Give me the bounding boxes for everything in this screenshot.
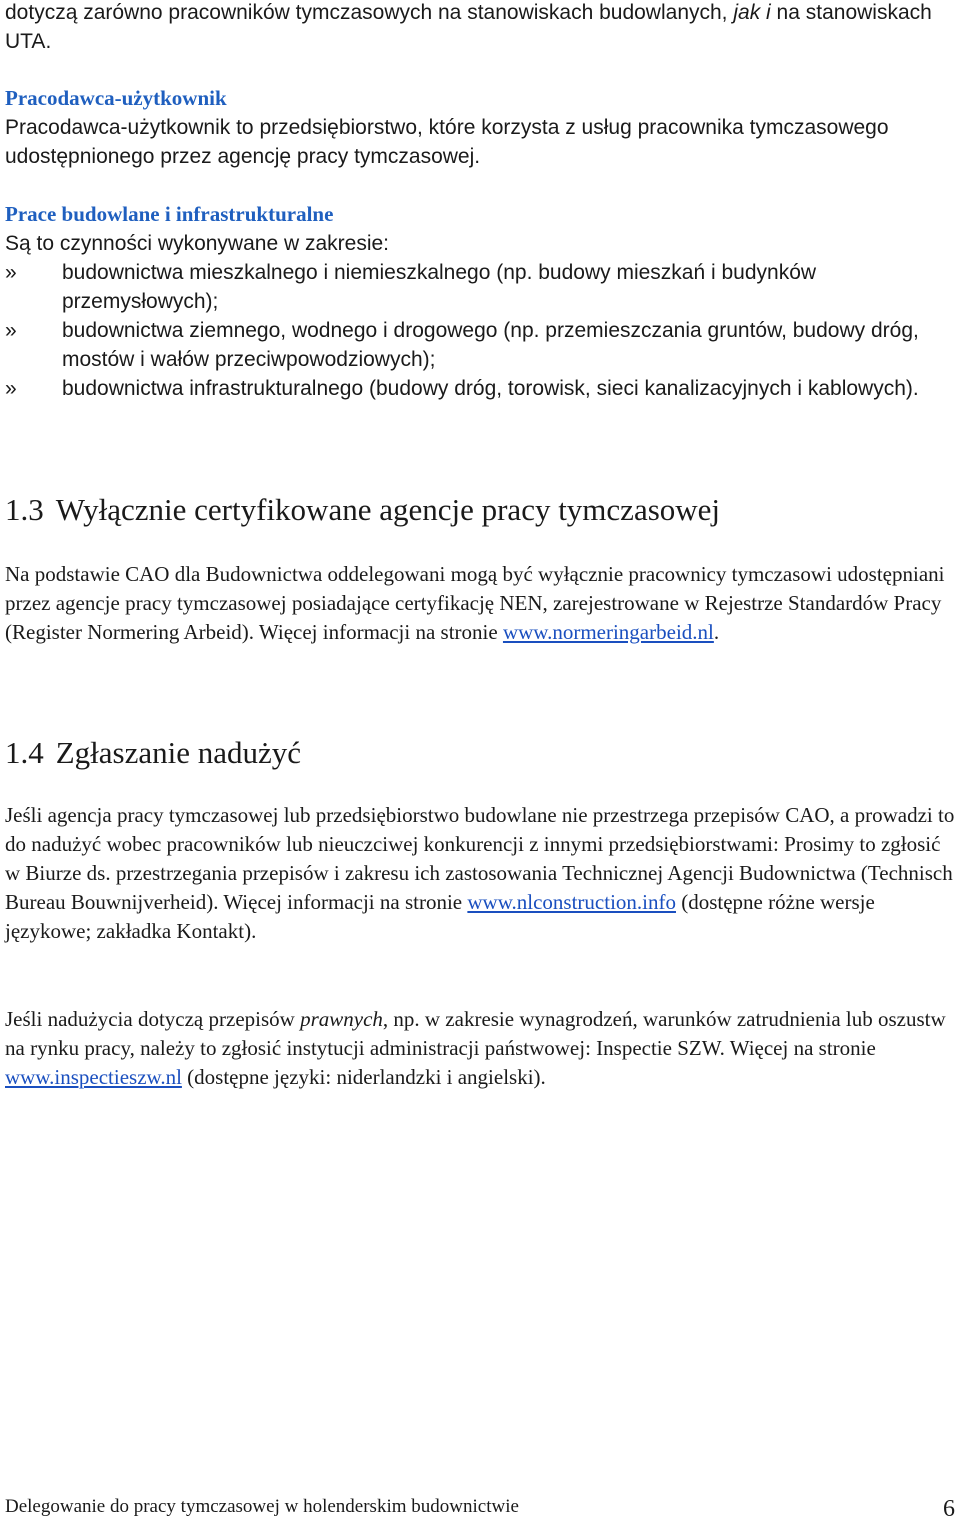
- paragraph-italic: prawnych: [300, 1007, 383, 1031]
- page-footer: [5, 1495, 955, 1522]
- term-construction-works: [5, 200, 955, 403]
- intro-paragraph: [5, 0, 955, 56]
- section-1-4-body: [5, 801, 955, 946]
- list-item-text: budownictwa mieszkalnego i niemieszkalnego (np. budowy mieszkań i budynków przemysłowych);: [62, 261, 817, 313]
- section-heading-1-4: [5, 735, 301, 771]
- inspectieszw-link[interactable]: www.inspectieszw.nl: [5, 1065, 182, 1089]
- bullet-mark: »: [5, 261, 17, 284]
- section-heading-1-3: [5, 492, 720, 528]
- section-1-4-paragraph-1: [5, 801, 955, 946]
- paragraph-text: Na podstawie CAO dla Budownictwa oddelegowani mogą być wyłącznie pracownicy tymczasowi udostępniani przez agencje pracy tymczasowej posiadające certyfikację NEN, zarejestrowane w Rejestrze Standardów Pracy (Register Normering Arbeid). Więcej informacji na stronie: [5, 562, 945, 644]
- intro-italic: jak i: [733, 1, 771, 24]
- term-title: Prace budowlane i infrastrukturalne: [5, 202, 334, 226]
- section-title: Wyłącznie certyfikowane agencje pracy tymczasowej: [55, 492, 721, 527]
- normeringarbeid-link[interactable]: www.normeringarbeid.nl: [502, 620, 714, 644]
- section-1-4-body-2: [5, 1005, 955, 1092]
- term-employer-user: [5, 84, 955, 171]
- term-definition: Są to czynności wykonywane w zakresie:: [5, 232, 389, 255]
- section-title: Zgłaszanie nadużyć: [55, 735, 302, 770]
- bullet-mark: »: [5, 319, 17, 342]
- paragraph-text: Jeśli nadużycia dotyczą przepisów: [5, 1007, 301, 1031]
- section-1-4-paragraph-2: [5, 1005, 955, 1092]
- intro-text: dotyczą zarówno pracowników tymczasowych na stanowiskach budowlanych,: [5, 1, 734, 24]
- paragraph-text-mid: , np. w zakresie wynagrodzeń, warunków zatrudnienia lub oszustw na rynku pracy, należy to zgłosić instytucji administracji państwowej: Inspectie SZW. Więcej na stronie: [5, 1007, 946, 1060]
- paragraph-text-end: .: [713, 620, 720, 644]
- page-number: 6: [943, 1496, 955, 1522]
- list-item: [5, 316, 955, 374]
- section-1-3-body: [5, 560, 955, 647]
- nlconstruction-link[interactable]: www.nlconstruction.info: [467, 890, 676, 914]
- term-title: Pracodawca-użytkownik: [5, 86, 227, 110]
- section-1-3-paragraph: [5, 560, 955, 647]
- term-definition: Pracodawca-użytkownik to przedsiębiorstwo, które korzysta z usług pracownika tymczasowego udostępnionego przez agencję pracy tymczasowej.: [5, 116, 889, 168]
- section-number: 1.3: [5, 492, 44, 527]
- footer-title: Delegowanie do pracy tymczasowej w holenderskim budownictwie: [5, 1496, 519, 1517]
- paragraph-text: Jeśli agencja pracy tymczasowej lub przedsiębiorstwo budowlane nie przestrzega przepisów CAO, a prowadzi to do nadużyć wobec pracowników lub nieuczciwej konkurencji z innymi przedsiębiorstwami: Prosimy to zgłosić w Biurze ds. przestrzegania przepisów i zakresu ich zastosowania Technicznej Agencji Budownictwa (Technisch Bureau Bouwnijverheid). Więcej informacji na stronie: [5, 803, 955, 914]
- bullet-list: [5, 258, 955, 403]
- paragraph-text-end: (dostępne języki: niderlandzki i angielski).: [181, 1065, 546, 1089]
- section-number: 1.4: [5, 735, 44, 770]
- list-item-text: budownictwa infrastrukturalnego (budowy dróg, torowisk, sieci kanalizacyjnych i kablowych).: [62, 377, 919, 400]
- paragraph-text-end: (dostępne różne wersje językowe; zakładka Kontakt).: [5, 890, 875, 943]
- intro-text-end: na stanowiskach UTA.: [5, 1, 932, 53]
- list-item-text: budownictwa ziemnego, wodnego i drogowego (np. przemieszczania gruntów, budowy dróg, mostów i wałów przeciwpowodziowych);: [62, 319, 919, 371]
- bullet-mark: »: [5, 377, 17, 400]
- list-item: [5, 258, 955, 316]
- list-item: [5, 374, 955, 403]
